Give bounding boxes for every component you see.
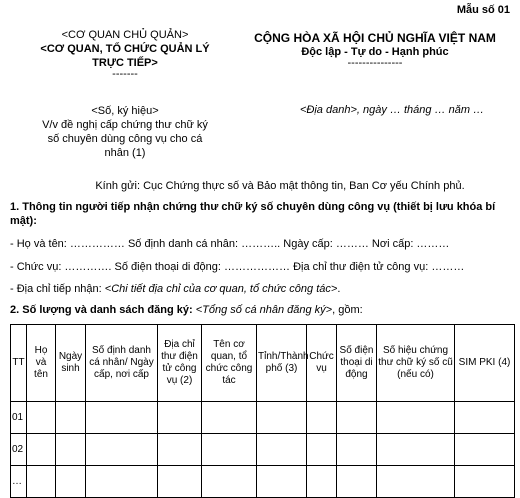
table-cell[interactable] xyxy=(307,434,337,466)
col-header-position: Chức vụ xyxy=(307,325,337,402)
address-placeholder: <Chi tiết địa chỉ của cơ quan, tổ chức công tác> xyxy=(104,283,338,295)
table-cell[interactable] xyxy=(158,402,202,434)
national-header xyxy=(244,31,506,67)
address-label: - Địa chỉ tiếp nhận: xyxy=(10,283,105,295)
agency-name-line2: TRỰC TIẾP> xyxy=(92,57,158,69)
table-cell[interactable] xyxy=(455,466,515,498)
motto-divider: --------------- xyxy=(347,57,403,69)
subject-line-2: số chuyên dùng công vụ cho cá xyxy=(47,133,203,145)
table-cell[interactable] xyxy=(202,434,257,466)
section-2-suffix: , gồm: xyxy=(332,304,363,316)
col-header-tt: TT xyxy=(11,325,27,402)
table-cell[interactable] xyxy=(86,466,158,498)
recipient-position-line: - Chức vụ: …………. Số điện thoại di động: ……………… Địa chỉ thư điện tử công vụ: ……… xyxy=(10,261,465,273)
col-header-email: Địa chỉ thư điện tử công vụ (2) xyxy=(158,325,202,402)
national-motto: Độc lập - Tự do - Hạnh phúc xyxy=(301,46,449,58)
agency-name-line1: <CƠ QUAN, TỔ CHỨC QUẢN LÝ xyxy=(40,43,210,55)
table-row xyxy=(11,434,515,466)
form-number: Mẫu số 01 xyxy=(456,4,510,16)
agency-divider: ------- xyxy=(112,68,138,80)
col-header-sim-pki: SIM PKI (4) xyxy=(455,325,515,402)
table-cell[interactable] xyxy=(337,434,377,466)
agency-header xyxy=(14,28,236,78)
address-end: . xyxy=(337,283,341,295)
table-cell[interactable] xyxy=(455,402,515,434)
table-cell[interactable] xyxy=(86,402,158,434)
receiving-address-line xyxy=(10,283,514,295)
table-cell[interactable] xyxy=(202,466,257,498)
row-index: … xyxy=(11,466,27,498)
table-cell[interactable] xyxy=(257,402,307,434)
table-cell[interactable] xyxy=(27,466,56,498)
section-2-title xyxy=(10,304,514,316)
recipient-line: Kính gửi: Cục Chứng thực số và Bảo mật thông tin, Ban Cơ yếu Chính phủ. xyxy=(95,180,465,192)
table-cell[interactable] xyxy=(307,402,337,434)
table-cell[interactable] xyxy=(202,402,257,434)
table-cell[interactable] xyxy=(337,402,377,434)
col-header-province: Tỉnh/Thành phố (3) xyxy=(257,325,307,402)
table-cell[interactable] xyxy=(377,434,455,466)
table-cell[interactable] xyxy=(56,466,86,498)
row-index: 02 xyxy=(11,434,27,466)
reference-block xyxy=(14,104,236,160)
col-header-id-number: Số định danh cá nhân/ Ngày cấp, nơi cấp xyxy=(86,325,158,402)
col-header-old-certificate: Số hiệu chứng thư chữ ký số cũ (nếu có) xyxy=(377,325,455,402)
table-cell[interactable] xyxy=(257,466,307,498)
subject-line-1: V/v đề nghị cấp chứng thư chữ ký xyxy=(42,119,208,131)
table-cell[interactable] xyxy=(158,434,202,466)
col-header-organization: Tên cơ quan, tổ chức công tác xyxy=(202,325,257,402)
table-cell[interactable] xyxy=(307,466,337,498)
table-cell[interactable] xyxy=(56,402,86,434)
nation-title: CỘNG HÒA XÃ HỘI CHỦ NGHĨA VIỆT NAM xyxy=(254,31,496,45)
subject-line-3: nhân (1) xyxy=(104,147,146,159)
section-2-label: 2. Số lượng và danh sách đăng ký: xyxy=(10,304,196,316)
table-cell[interactable] xyxy=(27,434,56,466)
table-header-row xyxy=(11,325,515,402)
registration-table xyxy=(10,324,515,498)
parent-agency: <CƠ QUAN CHỦ QUẢN> xyxy=(61,29,189,41)
col-header-birthdate: Ngày sinh xyxy=(56,325,86,402)
document-number: <Số, ký hiệu> xyxy=(91,105,159,117)
table-cell[interactable] xyxy=(377,402,455,434)
table-cell[interactable] xyxy=(337,466,377,498)
table-cell[interactable] xyxy=(86,434,158,466)
table-row xyxy=(11,466,515,498)
table-row xyxy=(11,402,515,434)
col-header-name: Họ và tên xyxy=(27,325,56,402)
table-cell[interactable] xyxy=(257,434,307,466)
col-header-phone: Số điện thoại di động xyxy=(337,325,377,402)
row-index: 01 xyxy=(11,402,27,434)
table-cell[interactable] xyxy=(455,434,515,466)
recipient-name-line: - Họ và tên: …………… Số định danh cá nhân: ……….. Ngày cấp: ……… Nơi cấp: ……… xyxy=(10,238,450,250)
table-cell[interactable] xyxy=(377,466,455,498)
place-date: <Địa danh>, ngày … tháng … năm … xyxy=(300,104,485,116)
table-cell[interactable] xyxy=(27,402,56,434)
section-2-placeholder: <Tổng số cá nhân đăng ký> xyxy=(195,304,333,316)
table-cell[interactable] xyxy=(56,434,86,466)
section-1-title: 1. Thông tin người tiếp nhận chứng thư chữ ký số chuyên dùng công vụ (thiết bị lưu khóa bí mật): xyxy=(10,201,496,227)
table-cell[interactable] xyxy=(158,466,202,498)
